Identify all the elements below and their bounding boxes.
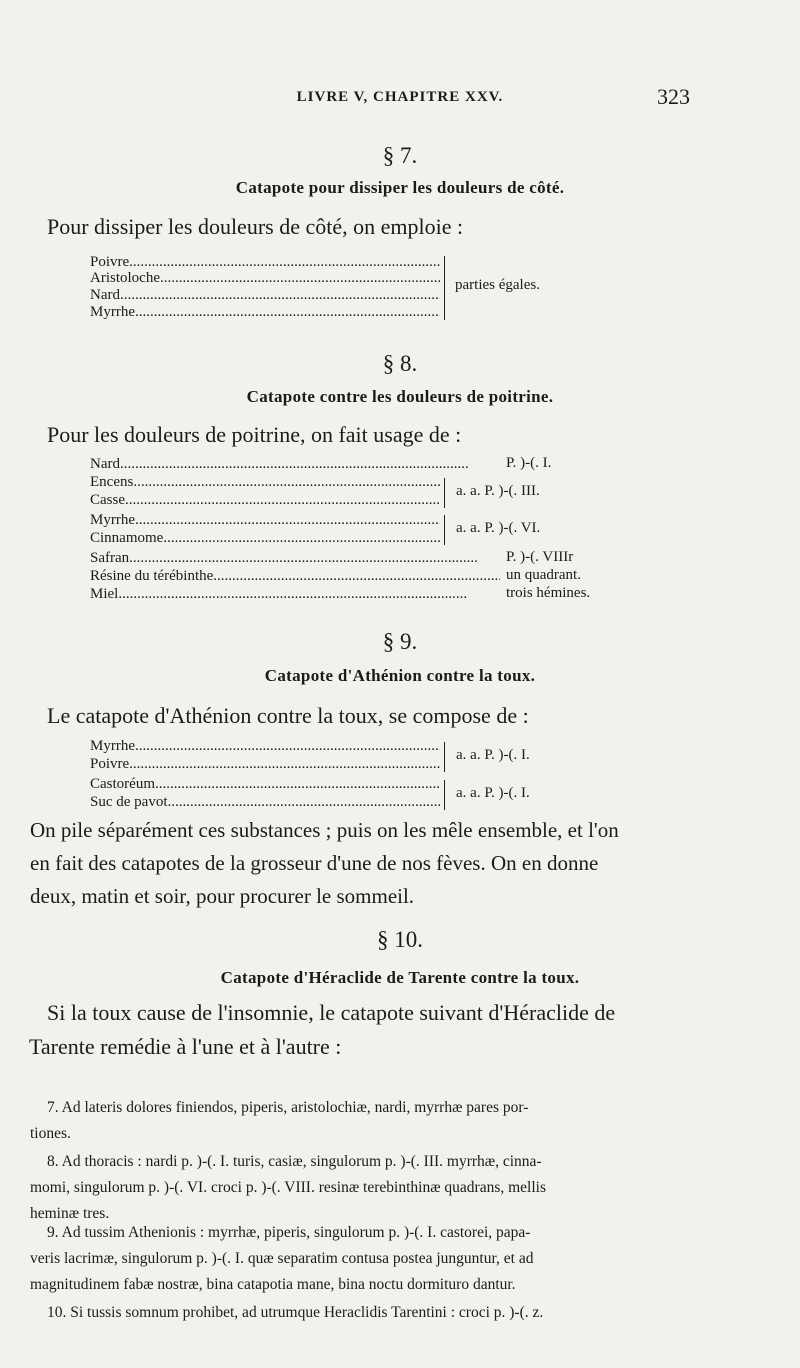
brace (440, 478, 445, 508)
ingredient-row: Casse ..... (90, 492, 440, 508)
dose: P. )-(. VIIIr (506, 549, 574, 565)
footnote-line: 9. Ad tussim Athenionis : myrrhæ, piperis, singulorum p. )-(. I. castorei, papa- (47, 1224, 531, 1241)
section-8-intro: Pour les douleurs de poitrine, on fait usage de : (47, 422, 462, 447)
section-10-title: Catapote d'Héraclide de Tarente contre la toux. (220, 968, 580, 987)
ingredient-row: Castoréum ..... (90, 776, 440, 792)
section-9-intro: Le catapote d'Athénion contre la toux, se compose de : (47, 703, 529, 728)
section-8-title: Catapote contre les douleurs de poitrine. (246, 387, 554, 406)
ingredient-row: Encens ..... (90, 474, 440, 490)
section-9-title: Catapote d'Athénion contre la toux. (264, 666, 536, 685)
footnote-line: veris lacrimæ, singulorum p. )-(. I. quæ separatim contusa postea junguntur, et ad (30, 1250, 534, 1267)
dose: a. a. P. )-(. VI. (456, 520, 541, 536)
ingredient-row: Poivre ..... (90, 756, 440, 772)
ingredient-row: Cinnamome ..... (90, 530, 440, 546)
footnote-7 (30, 1095, 770, 1147)
footnote-10 (30, 1300, 770, 1326)
brace (440, 256, 445, 320)
section-10-body (29, 996, 767, 1064)
page-number: 323 (657, 84, 690, 109)
section-10-number: § 10. (377, 927, 423, 952)
footnote-line: magnitudinem fabæ nostræ, bina catapotia mane, bina noctu dormituro dantur. (30, 1276, 516, 1293)
ingredient-row: Myrrhe ..... (90, 304, 440, 320)
dose: trois hémines. (506, 585, 591, 601)
text-line: Tarente remédie à l'une et à l'autre : (29, 1034, 342, 1059)
dose: a. a. P. )-(. I. (456, 785, 530, 801)
footnote-line: tiones. (30, 1125, 71, 1142)
section-9-body (30, 814, 770, 913)
running-title: LIVRE V, CHAPITRE XXV. (296, 89, 504, 105)
text-line: On pile séparément ces substances ; puis on les mêle ensemble, et l'on (30, 818, 619, 842)
ingredient-row: Résine du térébinthe ..... (90, 568, 500, 584)
brace (440, 742, 445, 772)
footnote-line: 7. Ad lateris dolores finiendos, piperis, aristolochiæ, nardi, myrrhæ pares por- (47, 1099, 529, 1116)
footnote-line: 8. Ad thoracis : nardi p. )-(. I. turis, casiæ, singulorum p. )-(. III. myrrhæ, cinna- (47, 1153, 542, 1170)
dose: parties égales. (455, 277, 540, 293)
footnote-8 (30, 1149, 770, 1227)
footnote-9 (30, 1220, 770, 1298)
footnote-line: 10. Si tussis somnum prohibet, ad utrumque Heraclidis Tarentini : croci p. )-(. z. (47, 1304, 544, 1321)
section-7-title: Catapote pour dissiper les douleurs de côté. (235, 178, 565, 197)
ingredient-row: Suc de pavot ..... (90, 794, 440, 810)
section-7-number: § 7. (382, 143, 418, 168)
dose: a. a. P. )-(. I. (456, 747, 530, 763)
ingredient-row: Miel ..... (90, 586, 500, 602)
ingredient-row: Nard ..... (90, 287, 440, 303)
ingredient-row: Nard ..... (90, 456, 500, 472)
dose: P. )-(. I. (506, 455, 552, 471)
section-8-number: § 8. (382, 351, 418, 376)
text-line: deux, matin et soir, pour procurer le sommeil. (30, 884, 415, 908)
ingredient-row: Aristoloche ..... (90, 270, 440, 286)
ingredient-row: Poivre ..... (90, 254, 440, 270)
brace (440, 780, 445, 810)
ingredient-row: Myrrhe ..... (90, 738, 440, 754)
dose: un quadrant. (506, 567, 581, 583)
text-line: Si la toux cause de l'insomnie, le catapote suivant d'Héraclide de (47, 1000, 616, 1025)
ingredient-row: Myrrhe ..... (90, 512, 440, 528)
footnote-line: heminæ tres. (30, 1205, 110, 1222)
footnote-line: momi, singulorum p. )-(. VI. croci p. )-(. VIII. resinæ terebinthinæ quadrans, mellis (30, 1179, 546, 1196)
brace (440, 515, 445, 545)
section-9-number: § 9. (382, 629, 418, 654)
text-line: en fait des catapotes de la grosseur d'une de nos fèves. On en donne (30, 851, 599, 875)
section-7-intro: Pour dissiper les douleurs de côté, on emploie : (47, 214, 464, 239)
dose: a. a. P. )-(. III. (456, 483, 540, 499)
ingredient-row: Safran ..... (90, 550, 500, 566)
